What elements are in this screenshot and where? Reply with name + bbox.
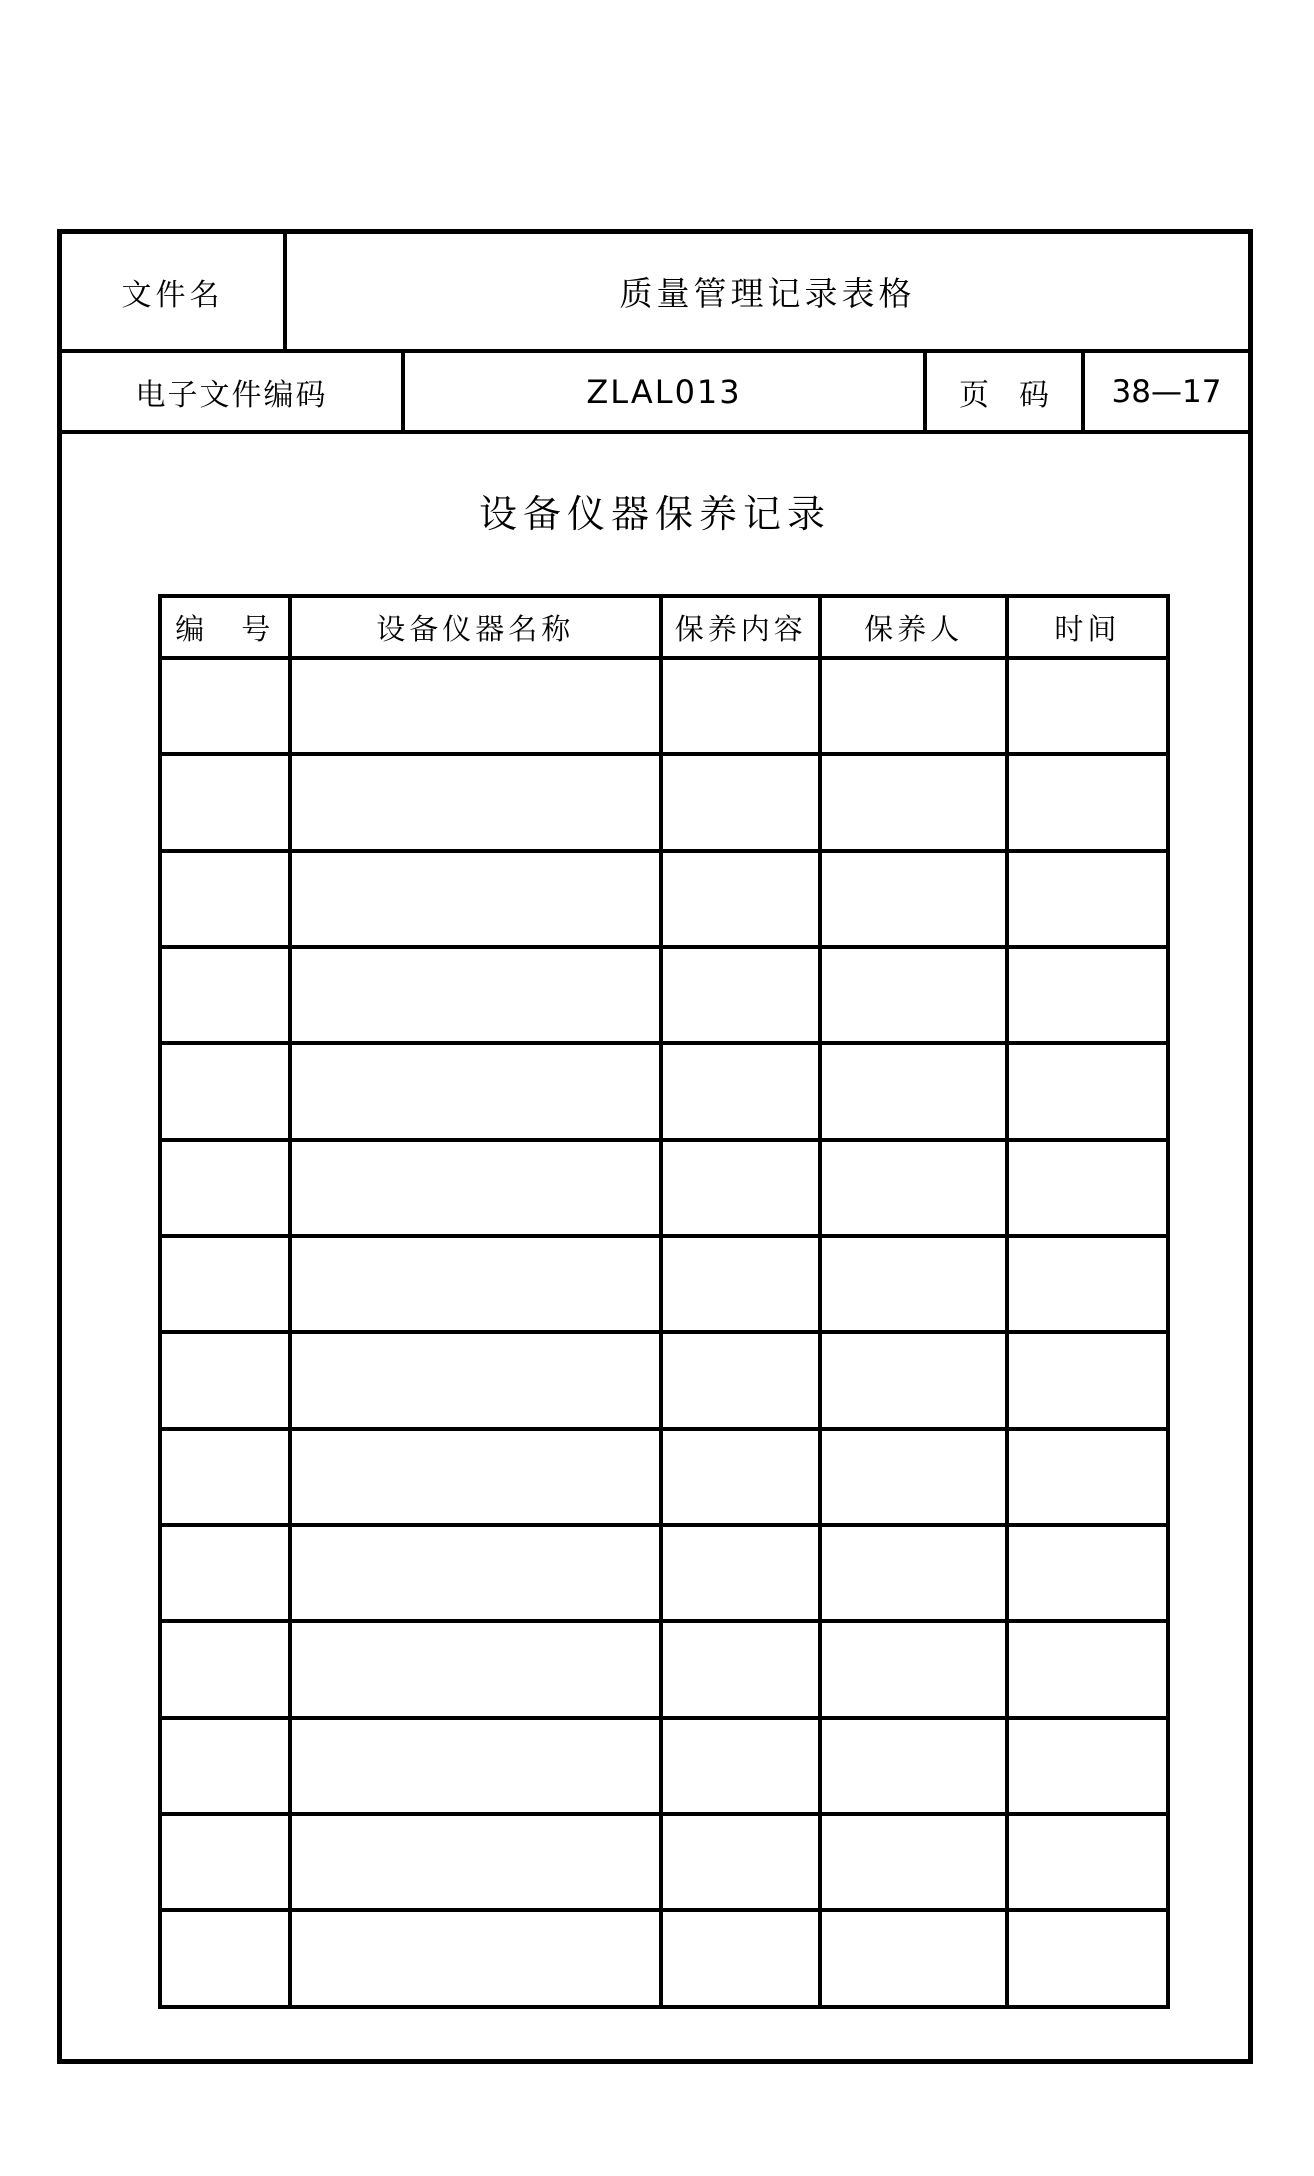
empty-cell — [820, 1525, 1006, 1621]
empty-cell — [661, 1910, 820, 2007]
empty-cell — [1007, 851, 1168, 947]
empty-cell — [160, 851, 290, 947]
empty-cell — [290, 1621, 662, 1717]
column-header-number: 编 号 — [160, 596, 290, 658]
empty-cell — [820, 1043, 1006, 1139]
header-row-filename — [62, 234, 1248, 353]
empty-cell — [661, 1525, 820, 1621]
empty-cell — [1007, 1236, 1168, 1332]
empty-cell — [1007, 1910, 1168, 2007]
empty-cell — [290, 1910, 662, 2007]
empty-cell — [160, 1718, 290, 1814]
table-row — [160, 1814, 1168, 1910]
empty-cell — [820, 1332, 1006, 1428]
empty-cell — [160, 658, 290, 754]
empty-cell — [290, 1236, 662, 1332]
table-row — [160, 1525, 1168, 1621]
empty-cell — [1007, 1429, 1168, 1525]
empty-cell — [661, 1140, 820, 1236]
filename-label: 文件名 — [62, 234, 287, 349]
empty-cell — [661, 1043, 820, 1139]
empty-cell — [820, 754, 1006, 850]
empty-cell — [1007, 754, 1168, 850]
empty-cell — [290, 754, 662, 850]
document-title: 设备仪器保养记录 — [478, 492, 831, 536]
document-border-frame — [57, 229, 1253, 2064]
empty-cell — [820, 1236, 1006, 1332]
empty-cell — [290, 1043, 662, 1139]
header-row-filecode — [62, 353, 1248, 434]
filecode-value: ZLAL013 — [405, 353, 927, 430]
empty-cell — [290, 1429, 662, 1525]
table-body — [160, 658, 1168, 2007]
empty-cell — [661, 1621, 820, 1717]
table-header-row — [160, 596, 1168, 658]
empty-cell — [1007, 1718, 1168, 1814]
table-row — [160, 1910, 1168, 2007]
filename-value: 质量管理记录表格 — [619, 274, 916, 313]
empty-cell — [160, 1621, 290, 1717]
empty-cell — [290, 1332, 662, 1428]
table-row — [160, 1043, 1168, 1139]
table-row — [160, 1429, 1168, 1525]
column-header-maintenance-content: 保养内容 — [661, 596, 820, 658]
empty-cell — [820, 1621, 1006, 1717]
column-header-maintainer: 保养人 — [820, 596, 1006, 658]
empty-cell — [820, 1910, 1006, 2007]
empty-cell — [160, 1910, 290, 2007]
empty-cell — [661, 754, 820, 850]
table-row — [160, 658, 1168, 754]
empty-cell — [160, 1332, 290, 1428]
empty-cell — [661, 1236, 820, 1332]
column-header-time: 时间 — [1007, 596, 1168, 658]
table-row — [160, 851, 1168, 947]
empty-cell — [160, 1140, 290, 1236]
empty-cell — [661, 1814, 820, 1910]
table-row — [160, 754, 1168, 850]
empty-cell — [661, 1332, 820, 1428]
empty-cell — [160, 1236, 290, 1332]
filecode-label: 电子文件编码 — [62, 353, 405, 430]
empty-cell — [820, 1429, 1006, 1525]
table-row — [160, 1621, 1168, 1717]
empty-cell — [1007, 1621, 1168, 1717]
empty-cell — [1007, 1525, 1168, 1621]
empty-cell — [290, 1140, 662, 1236]
empty-cell — [160, 947, 290, 1043]
empty-cell — [290, 851, 662, 947]
page-number-label: 页 码 — [927, 353, 1085, 430]
empty-cell — [1007, 1332, 1168, 1428]
empty-cell — [1007, 1140, 1168, 1236]
page-number-value: 38—17 — [1111, 373, 1222, 410]
column-header-equipment-name: 设备仪器名称 — [290, 596, 662, 658]
empty-cell — [820, 947, 1006, 1043]
empty-cell — [661, 658, 820, 754]
empty-cell — [820, 1718, 1006, 1814]
empty-cell — [160, 1525, 290, 1621]
empty-cell — [160, 1429, 290, 1525]
table-row — [160, 1236, 1168, 1332]
empty-cell — [820, 1814, 1006, 1910]
table-row — [160, 1140, 1168, 1236]
empty-cell — [820, 1140, 1006, 1236]
empty-cell — [820, 658, 1006, 754]
empty-cell — [160, 1814, 290, 1910]
empty-cell — [290, 658, 662, 754]
empty-cell — [661, 947, 820, 1043]
empty-cell — [290, 1814, 662, 1910]
empty-cell — [290, 1525, 662, 1621]
empty-cell — [1007, 658, 1168, 754]
empty-cell — [290, 947, 662, 1043]
empty-cell — [160, 754, 290, 850]
table-row — [160, 947, 1168, 1043]
empty-cell — [661, 1429, 820, 1525]
empty-cell — [661, 851, 820, 947]
empty-cell — [820, 851, 1006, 947]
empty-cell — [1007, 1814, 1168, 1910]
empty-cell — [1007, 947, 1168, 1043]
table-row — [160, 1718, 1168, 1814]
empty-cell — [160, 1043, 290, 1139]
maintenance-record-table — [158, 594, 1170, 2009]
table-row — [160, 1332, 1168, 1428]
empty-cell — [1007, 1043, 1168, 1139]
empty-cell — [661, 1718, 820, 1814]
empty-cell — [290, 1718, 662, 1814]
